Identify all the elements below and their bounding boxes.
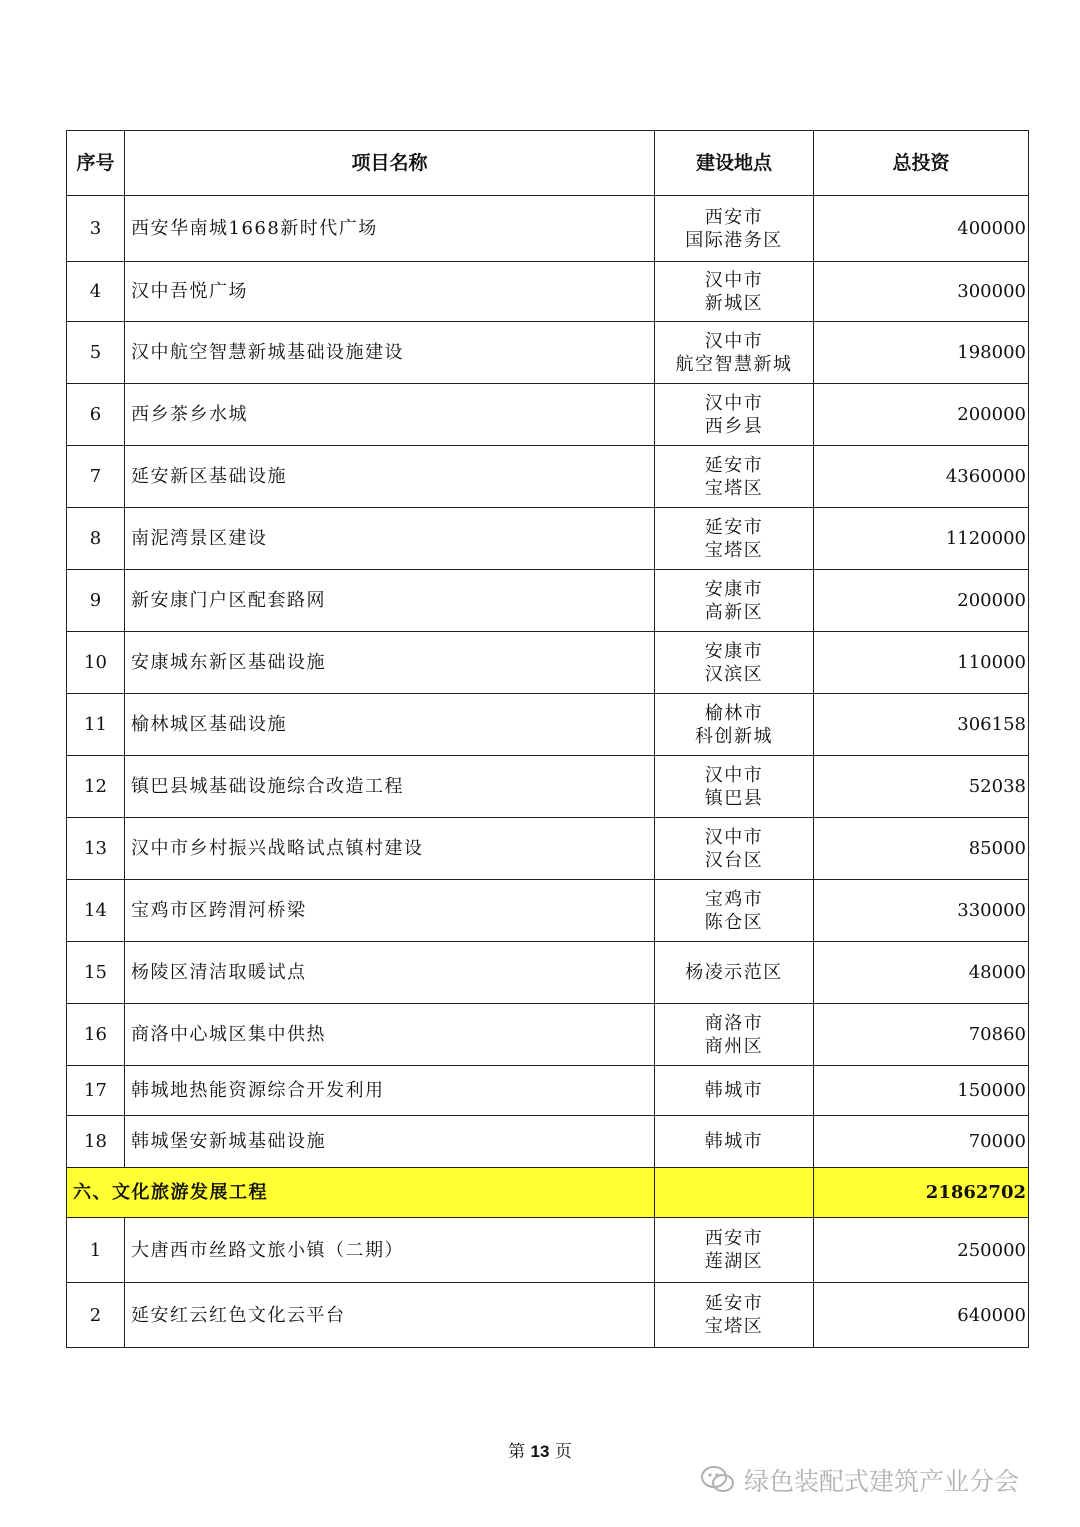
- row-location: [655, 196, 814, 262]
- table-row: [67, 196, 1029, 262]
- watermark: [700, 1462, 1019, 1498]
- row-seq: 6: [67, 384, 125, 446]
- row-seq: 10: [67, 632, 125, 694]
- section-title: 六、文化旅游发展工程: [67, 1168, 655, 1218]
- row-investment: 306158: [814, 694, 1029, 756]
- location-city: 榆林市: [704, 702, 764, 724]
- row-seq: 5: [67, 322, 125, 384]
- row-location: [655, 694, 814, 756]
- location-district: 高新区: [704, 601, 764, 623]
- table-row: [67, 694, 1029, 756]
- page-number: 13: [530, 1442, 550, 1461]
- section-row: [67, 1168, 1029, 1218]
- table-row: [67, 1283, 1029, 1348]
- row-project-name: 延安红云红色文化云平台: [125, 1283, 655, 1348]
- row-location: [655, 1283, 814, 1348]
- row-location: [655, 1066, 814, 1116]
- location-city: 韩城市: [704, 1131, 764, 1152]
- row-investment: 150000: [814, 1066, 1029, 1116]
- row-location: [655, 1116, 814, 1168]
- row-investment: 250000: [814, 1218, 1029, 1283]
- row-seq: 15: [67, 942, 125, 1004]
- project-table: [66, 130, 1029, 1348]
- row-project-name: 南泥湾景区建设: [125, 508, 655, 570]
- row-location: [655, 262, 814, 322]
- location-district: 莲湖区: [704, 1251, 764, 1272]
- location-district: 西乡县: [704, 415, 764, 437]
- row-project-name: 宝鸡市区跨渭河桥梁: [125, 880, 655, 942]
- location-district: 国际港务区: [685, 229, 783, 251]
- table-body-part-b: [67, 1218, 1029, 1348]
- location-city: 延安市: [704, 454, 764, 476]
- row-seq: 13: [67, 818, 125, 880]
- row-location: [655, 1004, 814, 1066]
- row-location: [655, 384, 814, 446]
- location-district: 航空智慧新城: [675, 353, 793, 375]
- table-row: [67, 508, 1029, 570]
- row-investment: 70860: [814, 1004, 1029, 1066]
- table-row: [67, 880, 1029, 942]
- table-row: [67, 1004, 1029, 1066]
- wechat-icon: [700, 1465, 736, 1495]
- table-row: [67, 632, 1029, 694]
- row-location: [655, 632, 814, 694]
- row-project-name: 西乡茶乡水城: [125, 384, 655, 446]
- row-investment: 52038: [814, 756, 1029, 818]
- row-seq: 11: [67, 694, 125, 756]
- row-seq: 2: [67, 1283, 125, 1348]
- row-location: [655, 570, 814, 632]
- footer-suffix: 页: [554, 1442, 572, 1462]
- section-location-empty: [655, 1168, 814, 1218]
- location-district: 陈仓区: [704, 911, 764, 933]
- location-city: 宝鸡市: [704, 888, 764, 910]
- row-project-name: 韩城地热能资源综合开发利用: [125, 1066, 655, 1116]
- footer-prefix: 第: [508, 1442, 526, 1462]
- row-project-name: 西安华南城1668新时代广场: [125, 196, 655, 262]
- row-project-name: 安康城东新区基础设施: [125, 632, 655, 694]
- row-seq: 17: [67, 1066, 125, 1116]
- row-investment: 400000: [814, 196, 1029, 262]
- table-header-row: [67, 131, 1029, 196]
- location-city: 西安市: [704, 1228, 764, 1249]
- row-investment: 198000: [814, 322, 1029, 384]
- table-body-part-a: [67, 196, 1029, 1168]
- row-project-name: 杨陵区清洁取暖试点: [125, 942, 655, 1004]
- row-investment: 200000: [814, 570, 1029, 632]
- location-city: 延安市: [704, 1293, 764, 1314]
- header-location: 建设地点: [655, 131, 814, 196]
- header-name: 项目名称: [125, 131, 655, 196]
- row-seq: 8: [67, 508, 125, 570]
- row-seq: 9: [67, 570, 125, 632]
- header-seq: 序号: [67, 131, 125, 196]
- page-footer: [0, 1437, 1080, 1462]
- location-district: 镇巴县: [704, 787, 764, 809]
- row-location: [655, 818, 814, 880]
- location-city: 商洛市: [704, 1012, 764, 1034]
- row-project-name: 汉中吾悦广场: [125, 262, 655, 322]
- table-row: [67, 570, 1029, 632]
- table-row: [67, 446, 1029, 508]
- row-location: [655, 880, 814, 942]
- row-project-name: 榆林城区基础设施: [125, 694, 655, 756]
- row-project-name: 新安康门户区配套路网: [125, 570, 655, 632]
- location-city: 汉中市: [704, 764, 764, 786]
- row-investment: 200000: [814, 384, 1029, 446]
- row-investment: 1120000: [814, 508, 1029, 570]
- row-investment: 330000: [814, 880, 1029, 942]
- row-location: [655, 1218, 814, 1283]
- table-row: [67, 384, 1029, 446]
- location-district: 宝塔区: [704, 539, 764, 561]
- row-seq: 16: [67, 1004, 125, 1066]
- row-seq: 14: [67, 880, 125, 942]
- row-seq: 3: [67, 196, 125, 262]
- row-investment: 110000: [814, 632, 1029, 694]
- section-total: 21862702: [814, 1168, 1029, 1218]
- row-location: [655, 508, 814, 570]
- table-row: [67, 1218, 1029, 1283]
- row-investment: 70000: [814, 1116, 1029, 1168]
- row-project-name: 延安新区基础设施: [125, 446, 655, 508]
- row-investment: 300000: [814, 262, 1029, 322]
- location-city: 汉中市: [704, 269, 764, 291]
- location-city: 杨凌示范区: [685, 962, 783, 983]
- row-investment: 4360000: [814, 446, 1029, 508]
- header-investment: 总投资: [814, 131, 1029, 196]
- location-district: 科创新城: [695, 725, 773, 747]
- row-seq: 1: [67, 1218, 125, 1283]
- row-location: [655, 942, 814, 1004]
- location-city: 汉中市: [704, 826, 764, 848]
- location-district: 宝塔区: [704, 477, 764, 499]
- location-district: 新城区: [704, 292, 764, 314]
- row-investment: 85000: [814, 818, 1029, 880]
- row-investment: 640000: [814, 1283, 1029, 1348]
- location-city: 西安市: [704, 206, 764, 228]
- row-location: [655, 446, 814, 508]
- location-city: 安康市: [704, 640, 764, 662]
- table-section: [67, 1168, 1029, 1218]
- table-row: [67, 262, 1029, 322]
- table-row: [67, 1116, 1029, 1168]
- watermark-text: 绿色装配式建筑产业分会: [744, 1467, 1020, 1496]
- row-location: [655, 322, 814, 384]
- location-city: 汉中市: [704, 330, 764, 352]
- row-location: [655, 756, 814, 818]
- row-seq: 4: [67, 262, 125, 322]
- table-row: [67, 322, 1029, 384]
- location-city: 汉中市: [704, 392, 764, 414]
- row-project-name: 汉中市乡村振兴战略试点镇村建设: [125, 818, 655, 880]
- location-district: 汉台区: [704, 849, 764, 871]
- table-row: [67, 942, 1029, 1004]
- row-seq: 7: [67, 446, 125, 508]
- table-row: [67, 1066, 1029, 1116]
- location-district: 汉滨区: [704, 663, 764, 685]
- location-district: 商州区: [704, 1035, 764, 1057]
- row-investment: 48000: [814, 942, 1029, 1004]
- location-district: 宝塔区: [704, 1316, 764, 1337]
- row-seq: 12: [67, 756, 125, 818]
- row-project-name: 汉中航空智慧新城基础设施建设: [125, 322, 655, 384]
- table-row: [67, 818, 1029, 880]
- row-seq: 18: [67, 1116, 125, 1168]
- row-project-name: 镇巴县城基础设施综合改造工程: [125, 756, 655, 818]
- row-project-name: 商洛中心城区集中供热: [125, 1004, 655, 1066]
- location-city: 韩城市: [704, 1080, 764, 1101]
- location-city: 延安市: [704, 516, 764, 538]
- row-project-name: 韩城堡安新城基础设施: [125, 1116, 655, 1168]
- location-city: 安康市: [704, 578, 764, 600]
- row-project-name: 大唐西市丝路文旅小镇（二期）: [125, 1218, 655, 1283]
- table-row: [67, 756, 1029, 818]
